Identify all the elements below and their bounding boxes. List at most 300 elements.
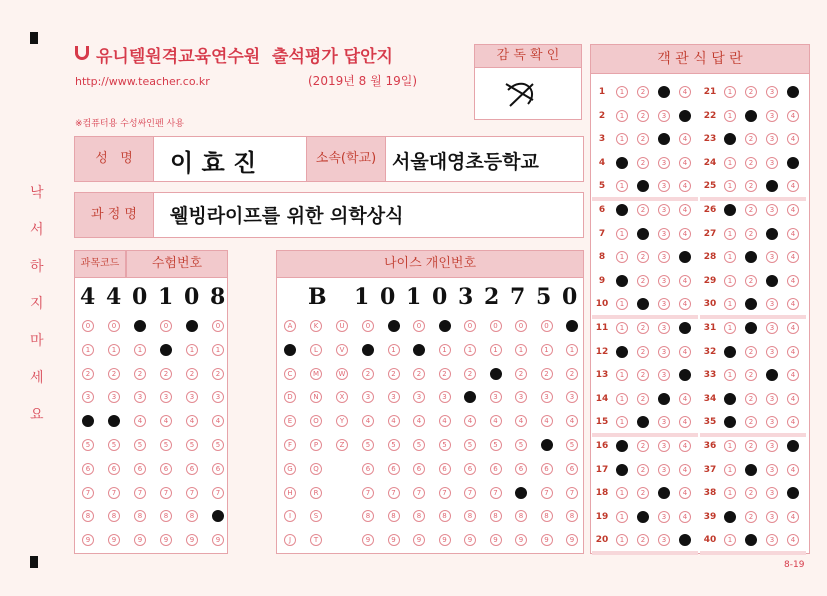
exam-bubble[interactable]: 1 (160, 344, 172, 356)
answer-bubble[interactable]: 3 (658, 393, 670, 405)
neis-digit-bubble[interactable]: 6 (388, 463, 400, 475)
answer-bubble[interactable]: 4 (679, 298, 691, 310)
exam-bubble[interactable]: 7 (134, 487, 146, 499)
answer-bubble[interactable]: 3 (766, 322, 778, 334)
neis-digit-bubble[interactable]: 9 (362, 534, 374, 546)
neis-digit-bubble[interactable]: 6 (439, 463, 451, 475)
neis-digit-bubble[interactable]: 1 (515, 344, 527, 356)
neis-digit-bubble[interactable]: 7 (464, 487, 476, 499)
exam-bubble[interactable]: 5 (212, 439, 224, 451)
neis-letter-bubble[interactable]: D (284, 391, 296, 403)
exam-bubble[interactable]: 0 (160, 320, 172, 332)
answer-bubble[interactable]: 4 (679, 416, 691, 428)
neis-digit-bubble[interactable]: 3 (541, 391, 553, 403)
neis-digit-bubble[interactable]: 5 (439, 439, 451, 451)
neis-digit-bubble[interactable]: 4 (490, 415, 502, 427)
exam-bubble[interactable]: 2 (160, 368, 172, 380)
answer-bubble[interactable]: 3 (658, 275, 670, 287)
answer-bubble[interactable]: 4 (787, 86, 799, 98)
answer-bubble[interactable]: 4 (787, 511, 799, 523)
neis-letter-bubble[interactable]: V (336, 344, 348, 356)
neis-digit-bubble[interactable]: 8 (464, 510, 476, 522)
answer-bubble[interactable]: 1 (724, 204, 736, 216)
neis-digit-bubble[interactable]: 4 (362, 415, 374, 427)
neis-digit-bubble[interactable]: 1 (413, 344, 425, 356)
neis-digit-bubble[interactable]: 2 (541, 368, 553, 380)
exam-bubble[interactable]: 3 (160, 391, 172, 403)
neis-digit-bubble[interactable]: 0 (413, 320, 425, 332)
answer-bubble[interactable]: 3 (658, 157, 670, 169)
neis-letter-bubble[interactable]: X (336, 391, 348, 403)
neis-letter-bubble[interactable]: P (310, 439, 322, 451)
answer-bubble[interactable]: 1 (724, 180, 736, 192)
answer-bubble[interactable]: 4 (787, 534, 799, 546)
exam-bubble[interactable]: 7 (160, 487, 172, 499)
neis-digit-bubble[interactable]: 3 (388, 391, 400, 403)
answer-bubble[interactable]: 4 (679, 228, 691, 240)
answer-bubble[interactable]: 3 (658, 369, 670, 381)
answer-bubble[interactable]: 2 (637, 180, 649, 192)
answer-bubble[interactable]: 1 (616, 204, 628, 216)
answer-bubble[interactable]: 4 (787, 464, 799, 476)
answer-bubble[interactable]: 4 (787, 369, 799, 381)
neis-digit-bubble[interactable]: 4 (541, 415, 553, 427)
answer-bubble[interactable]: 1 (724, 86, 736, 98)
exam-bubble[interactable]: 4 (134, 415, 146, 427)
neis-digit-bubble[interactable]: 5 (413, 439, 425, 451)
answer-bubble[interactable]: 3 (766, 534, 778, 546)
answer-bubble[interactable]: 3 (766, 157, 778, 169)
neis-letter-bubble[interactable]: L (310, 344, 322, 356)
answer-bubble[interactable]: 4 (787, 228, 799, 240)
neis-digit-bubble[interactable]: 4 (566, 415, 578, 427)
answer-bubble[interactable]: 2 (637, 322, 649, 334)
exam-bubble[interactable]: 5 (186, 439, 198, 451)
neis-digit-bubble[interactable]: 4 (388, 415, 400, 427)
neis-letter-bubble[interactable]: B (284, 344, 296, 356)
neis-letter-bubble[interactable]: J (284, 534, 296, 546)
answer-bubble[interactable]: 4 (679, 133, 691, 145)
answer-bubble[interactable]: 3 (766, 416, 778, 428)
answer-bubble[interactable]: 2 (745, 464, 757, 476)
answer-bubble[interactable]: 3 (766, 110, 778, 122)
answer-bubble[interactable]: 3 (766, 133, 778, 145)
answer-bubble[interactable]: 4 (787, 133, 799, 145)
answer-bubble[interactable]: 2 (745, 534, 757, 546)
answer-bubble[interactable]: 4 (787, 110, 799, 122)
answer-bubble[interactable]: 2 (637, 534, 649, 546)
answer-bubble[interactable]: 4 (679, 322, 691, 334)
answer-bubble[interactable]: 1 (724, 110, 736, 122)
answer-bubble[interactable]: 1 (616, 487, 628, 499)
neis-letter-bubble[interactable]: K (310, 320, 322, 332)
neis-digit-bubble[interactable]: 6 (566, 463, 578, 475)
neis-digit-bubble[interactable]: 4 (464, 415, 476, 427)
neis-digit-bubble[interactable]: 7 (490, 487, 502, 499)
neis-digit-bubble[interactable]: 0 (490, 320, 502, 332)
answer-bubble[interactable]: 1 (724, 228, 736, 240)
answer-bubble[interactable]: 1 (616, 369, 628, 381)
neis-letter-bubble[interactable]: F (284, 439, 296, 451)
answer-bubble[interactable]: 1 (724, 275, 736, 287)
answer-bubble[interactable]: 3 (658, 251, 670, 263)
neis-letter-bubble[interactable]: A (284, 320, 296, 332)
neis-digit-bubble[interactable]: 8 (541, 510, 553, 522)
neis-letter-bubble[interactable]: U (336, 320, 348, 332)
answer-bubble[interactable]: 2 (745, 393, 757, 405)
neis-digit-bubble[interactable]: 4 (515, 415, 527, 427)
neis-digit-bubble[interactable]: 3 (464, 391, 476, 403)
neis-digit-bubble[interactable]: 8 (413, 510, 425, 522)
answer-bubble[interactable]: 3 (766, 346, 778, 358)
answer-bubble[interactable]: 2 (637, 275, 649, 287)
answer-bubble[interactable]: 3 (766, 440, 778, 452)
answer-bubble[interactable]: 1 (724, 393, 736, 405)
neis-letter-bubble[interactable]: G (284, 463, 296, 475)
neis-digit-bubble[interactable]: 3 (566, 391, 578, 403)
neis-digit-bubble[interactable]: 6 (362, 463, 374, 475)
answer-bubble[interactable]: 1 (724, 133, 736, 145)
exam-bubble[interactable]: 1 (108, 344, 120, 356)
neis-letter-bubble[interactable]: R (310, 487, 322, 499)
answer-bubble[interactable]: 3 (658, 228, 670, 240)
exam-bubble[interactable]: 8 (134, 510, 146, 522)
exam-bubble[interactable]: 9 (108, 534, 120, 546)
answer-bubble[interactable]: 2 (637, 157, 649, 169)
answer-bubble[interactable]: 2 (745, 275, 757, 287)
neis-digit-bubble[interactable]: 0 (439, 320, 451, 332)
answer-bubble[interactable]: 1 (724, 511, 736, 523)
answer-bubble[interactable]: 1 (724, 298, 736, 310)
neis-digit-bubble[interactable]: 3 (515, 391, 527, 403)
exam-bubble[interactable]: 7 (108, 487, 120, 499)
answer-bubble[interactable]: 3 (766, 464, 778, 476)
answer-bubble[interactable]: 1 (616, 180, 628, 192)
answer-bubble[interactable]: 2 (745, 416, 757, 428)
neis-digit-bubble[interactable]: 5 (362, 439, 374, 451)
answer-bubble[interactable]: 1 (616, 440, 628, 452)
neis-digit-bubble[interactable]: 9 (541, 534, 553, 546)
neis-digit-bubble[interactable]: 2 (362, 368, 374, 380)
exam-bubble[interactable]: 4 (82, 415, 94, 427)
answer-bubble[interactable]: 1 (724, 416, 736, 428)
answer-bubble[interactable]: 4 (679, 393, 691, 405)
neis-digit-bubble[interactable]: 7 (515, 487, 527, 499)
exam-bubble[interactable]: 1 (134, 344, 146, 356)
neis-digit-bubble[interactable]: 7 (388, 487, 400, 499)
neis-digit-bubble[interactable]: 1 (362, 344, 374, 356)
answer-bubble[interactable]: 4 (787, 157, 799, 169)
neis-letter-bubble[interactable]: W (336, 368, 348, 380)
answer-bubble[interactable]: 4 (787, 416, 799, 428)
exam-bubble[interactable]: 2 (108, 368, 120, 380)
exam-bubble[interactable]: 3 (108, 391, 120, 403)
answer-bubble[interactable]: 2 (745, 322, 757, 334)
exam-bubble[interactable]: 9 (82, 534, 94, 546)
exam-bubble[interactable]: 3 (212, 391, 224, 403)
exam-bubble[interactable]: 5 (160, 439, 172, 451)
neis-digit-bubble[interactable]: 5 (566, 439, 578, 451)
answer-bubble[interactable]: 2 (745, 440, 757, 452)
answer-bubble[interactable]: 3 (658, 511, 670, 523)
name-value[interactable]: 이 효 진 (170, 148, 257, 177)
neis-digit-bubble[interactable]: 7 (541, 487, 553, 499)
answer-bubble[interactable]: 3 (766, 511, 778, 523)
neis-digit-bubble[interactable]: 4 (413, 415, 425, 427)
answer-bubble[interactable]: 1 (616, 275, 628, 287)
answer-bubble[interactable]: 1 (616, 298, 628, 310)
answer-bubble[interactable]: 1 (616, 157, 628, 169)
answer-bubble[interactable]: 3 (658, 298, 670, 310)
answer-bubble[interactable]: 1 (724, 534, 736, 546)
answer-bubble[interactable]: 1 (724, 487, 736, 499)
answer-bubble[interactable]: 2 (637, 346, 649, 358)
neis-digit-bubble[interactable]: 5 (464, 439, 476, 451)
neis-digit-bubble[interactable]: 9 (490, 534, 502, 546)
answer-bubble[interactable]: 3 (766, 298, 778, 310)
answer-bubble[interactable]: 3 (658, 487, 670, 499)
exam-bubble[interactable]: 0 (212, 320, 224, 332)
course-value[interactable]: 웰빙라이프를 위한 의학상식 (170, 205, 404, 227)
exam-bubble[interactable]: 6 (186, 463, 198, 475)
exam-bubble[interactable]: 4 (212, 415, 224, 427)
neis-letter-bubble[interactable]: I (284, 510, 296, 522)
neis-digit-bubble[interactable]: 1 (439, 344, 451, 356)
answer-bubble[interactable]: 4 (679, 464, 691, 476)
neis-digit-bubble[interactable]: 8 (490, 510, 502, 522)
answer-bubble[interactable]: 4 (679, 180, 691, 192)
exam-bubble[interactable]: 8 (186, 510, 198, 522)
neis-digit-bubble[interactable]: 3 (413, 391, 425, 403)
exam-bubble[interactable]: 5 (134, 439, 146, 451)
answer-bubble[interactable]: 2 (637, 393, 649, 405)
answer-bubble[interactable]: 2 (637, 369, 649, 381)
exam-bubble[interactable]: 2 (82, 368, 94, 380)
answer-bubble[interactable]: 2 (637, 487, 649, 499)
answer-bubble[interactable]: 4 (787, 275, 799, 287)
answer-bubble[interactable]: 1 (724, 322, 736, 334)
answer-bubble[interactable]: 1 (616, 346, 628, 358)
exam-bubble[interactable]: 4 (108, 415, 120, 427)
neis-digit-bubble[interactable]: 9 (413, 534, 425, 546)
exam-bubble[interactable]: 0 (186, 320, 198, 332)
answer-bubble[interactable]: 3 (766, 369, 778, 381)
answer-bubble[interactable]: 4 (787, 298, 799, 310)
neis-digit-bubble[interactable]: 9 (464, 534, 476, 546)
exam-bubble[interactable]: 9 (134, 534, 146, 546)
neis-digit-bubble[interactable]: 0 (515, 320, 527, 332)
answer-bubble[interactable]: 1 (724, 251, 736, 263)
neis-letter-bubble[interactable]: O (310, 415, 322, 427)
answer-bubble[interactable]: 3 (766, 204, 778, 216)
answer-bubble[interactable]: 4 (679, 346, 691, 358)
answer-bubble[interactable]: 3 (658, 416, 670, 428)
answer-bubble[interactable]: 4 (787, 393, 799, 405)
answer-bubble[interactable]: 1 (616, 228, 628, 240)
answer-bubble[interactable]: 2 (637, 464, 649, 476)
neis-letter-bubble[interactable]: S (310, 510, 322, 522)
answer-bubble[interactable]: 3 (658, 534, 670, 546)
answer-bubble[interactable]: 2 (745, 133, 757, 145)
answer-bubble[interactable]: 3 (658, 440, 670, 452)
neis-digit-bubble[interactable]: 6 (490, 463, 502, 475)
answer-bubble[interactable]: 2 (637, 133, 649, 145)
answer-bubble[interactable]: 1 (616, 322, 628, 334)
neis-digit-bubble[interactable]: 4 (439, 415, 451, 427)
neis-letter-bubble[interactable]: T (310, 534, 322, 546)
neis-digit-bubble[interactable]: 8 (362, 510, 374, 522)
neis-digit-bubble[interactable]: 8 (388, 510, 400, 522)
answer-bubble[interactable]: 3 (658, 204, 670, 216)
exam-bubble[interactable]: 7 (186, 487, 198, 499)
answer-bubble[interactable]: 4 (787, 251, 799, 263)
neis-digit-bubble[interactable]: 5 (490, 439, 502, 451)
exam-bubble[interactable]: 8 (82, 510, 94, 522)
exam-bubble[interactable]: 9 (186, 534, 198, 546)
exam-bubble[interactable]: 8 (212, 510, 224, 522)
answer-bubble[interactable]: 3 (658, 346, 670, 358)
answer-bubble[interactable]: 3 (658, 464, 670, 476)
neis-digit-bubble[interactable]: 1 (464, 344, 476, 356)
answer-bubble[interactable]: 2 (745, 86, 757, 98)
exam-bubble[interactable]: 1 (82, 344, 94, 356)
neis-digit-bubble[interactable]: 1 (566, 344, 578, 356)
answer-bubble[interactable]: 4 (679, 110, 691, 122)
answer-bubble[interactable]: 2 (745, 511, 757, 523)
neis-digit-bubble[interactable]: 9 (439, 534, 451, 546)
answer-bubble[interactable]: 2 (745, 487, 757, 499)
exam-bubble[interactable]: 0 (82, 320, 94, 332)
exam-bubble[interactable]: 8 (108, 510, 120, 522)
neis-digit-bubble[interactable]: 7 (413, 487, 425, 499)
answer-bubble[interactable]: 1 (616, 534, 628, 546)
answer-bubble[interactable]: 1 (616, 511, 628, 523)
neis-digit-bubble[interactable]: 0 (388, 320, 400, 332)
answer-bubble[interactable]: 4 (787, 204, 799, 216)
exam-bubble[interactable]: 2 (186, 368, 198, 380)
answer-bubble[interactable]: 1 (616, 464, 628, 476)
affil-value[interactable]: 서울대영초등학교 (392, 151, 539, 173)
exam-bubble[interactable]: 3 (134, 391, 146, 403)
neis-digit-bubble[interactable]: 0 (541, 320, 553, 332)
exam-bubble[interactable]: 4 (160, 415, 172, 427)
neis-letter-bubble[interactable]: Q (310, 463, 322, 475)
answer-bubble[interactable]: 2 (637, 204, 649, 216)
answer-bubble[interactable]: 2 (637, 416, 649, 428)
neis-digit-bubble[interactable]: 5 (515, 439, 527, 451)
neis-digit-bubble[interactable]: 7 (362, 487, 374, 499)
answer-bubble[interactable]: 2 (637, 110, 649, 122)
neis-digit-bubble[interactable]: 3 (490, 391, 502, 403)
answer-bubble[interactable]: 4 (679, 86, 691, 98)
exam-bubble[interactable]: 9 (160, 534, 172, 546)
answer-bubble[interactable]: 4 (679, 369, 691, 381)
answer-bubble[interactable]: 2 (745, 110, 757, 122)
neis-letter-bubble[interactable]: Z (336, 439, 348, 451)
neis-digit-bubble[interactable]: 1 (388, 344, 400, 356)
answer-bubble[interactable]: 3 (658, 133, 670, 145)
answer-bubble[interactable]: 1 (724, 369, 736, 381)
answer-bubble[interactable]: 2 (745, 204, 757, 216)
exam-bubble[interactable]: 8 (160, 510, 172, 522)
answer-bubble[interactable]: 2 (745, 157, 757, 169)
exam-bubble[interactable]: 1 (212, 344, 224, 356)
neis-digit-bubble[interactable]: 0 (566, 320, 578, 332)
exam-bubble[interactable]: 6 (160, 463, 172, 475)
exam-bubble[interactable]: 5 (108, 439, 120, 451)
exam-bubble[interactable]: 2 (212, 368, 224, 380)
answer-bubble[interactable]: 1 (724, 157, 736, 169)
neis-digit-bubble[interactable]: 5 (541, 439, 553, 451)
neis-digit-bubble[interactable]: 3 (439, 391, 451, 403)
answer-bubble[interactable]: 1 (724, 464, 736, 476)
answer-bubble[interactable]: 4 (679, 534, 691, 546)
answer-bubble[interactable]: 2 (745, 298, 757, 310)
neis-digit-bubble[interactable]: 2 (464, 368, 476, 380)
neis-digit-bubble[interactable]: 6 (413, 463, 425, 475)
neis-digit-bubble[interactable]: 1 (541, 344, 553, 356)
exam-bubble[interactable]: 6 (82, 463, 94, 475)
answer-bubble[interactable]: 2 (637, 86, 649, 98)
answer-bubble[interactable]: 4 (679, 440, 691, 452)
answer-bubble[interactable]: 4 (787, 322, 799, 334)
exam-bubble[interactable]: 6 (108, 463, 120, 475)
exam-bubble[interactable]: 7 (212, 487, 224, 499)
answer-bubble[interactable]: 3 (658, 86, 670, 98)
neis-digit-bubble[interactable]: 7 (439, 487, 451, 499)
exam-bubble[interactable]: 5 (82, 439, 94, 451)
answer-bubble[interactable]: 4 (679, 511, 691, 523)
neis-digit-bubble[interactable]: 2 (388, 368, 400, 380)
answer-bubble[interactable]: 3 (658, 180, 670, 192)
neis-letter-bubble[interactable]: C (284, 368, 296, 380)
exam-bubble[interactable]: 0 (108, 320, 120, 332)
answer-bubble[interactable]: 3 (766, 251, 778, 263)
answer-bubble[interactable]: 1 (616, 393, 628, 405)
exam-bubble[interactable]: 6 (212, 463, 224, 475)
exam-bubble[interactable]: 7 (82, 487, 94, 499)
answer-bubble[interactable]: 2 (637, 228, 649, 240)
exam-bubble[interactable]: 2 (134, 368, 146, 380)
answer-bubble[interactable]: 2 (637, 251, 649, 263)
answer-bubble[interactable]: 1 (724, 346, 736, 358)
neis-digit-bubble[interactable]: 0 (362, 320, 374, 332)
neis-letter-bubble[interactable]: Y (336, 415, 348, 427)
neis-digit-bubble[interactable]: 8 (439, 510, 451, 522)
exam-bubble[interactable]: 9 (212, 534, 224, 546)
exam-bubble[interactable]: 0 (134, 320, 146, 332)
answer-bubble[interactable]: 1 (616, 133, 628, 145)
answer-bubble[interactable]: 4 (787, 440, 799, 452)
neis-digit-bubble[interactable]: 9 (566, 534, 578, 546)
neis-digit-bubble[interactable]: 2 (490, 368, 502, 380)
exam-bubble[interactable]: 3 (82, 391, 94, 403)
answer-bubble[interactable]: 4 (787, 346, 799, 358)
neis-letter-bubble[interactable]: E (284, 415, 296, 427)
neis-digit-bubble[interactable]: 1 (490, 344, 502, 356)
exam-bubble[interactable]: 3 (186, 391, 198, 403)
answer-bubble[interactable]: 2 (637, 440, 649, 452)
answer-bubble[interactable]: 1 (724, 440, 736, 452)
neis-digit-bubble[interactable]: 6 (464, 463, 476, 475)
neis-digit-bubble[interactable]: 2 (515, 368, 527, 380)
answer-bubble[interactable]: 1 (616, 110, 628, 122)
answer-bubble[interactable]: 3 (766, 393, 778, 405)
answer-bubble[interactable]: 2 (745, 228, 757, 240)
neis-digit-bubble[interactable]: 5 (388, 439, 400, 451)
neis-digit-bubble[interactable]: 8 (515, 510, 527, 522)
neis-digit-bubble[interactable]: 9 (388, 534, 400, 546)
